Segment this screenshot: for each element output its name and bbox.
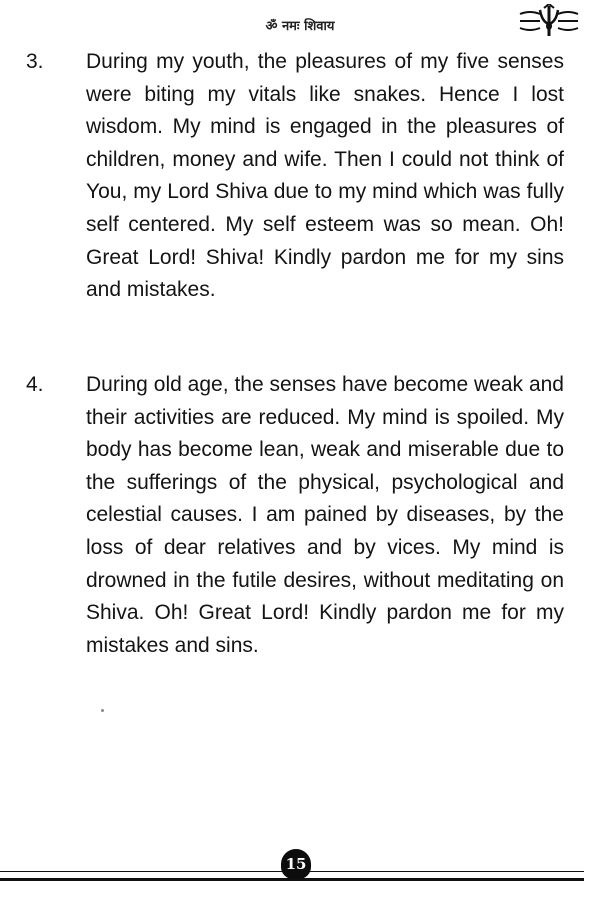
verse-number: 3. <box>26 50 44 73</box>
verse-text: During old age, the senses have become weak and their activities are reduced. My mind is spoiled. My body has become lean, weak and miserable due to the sufferings of the physical, psychological and celestial causes. I am pained by diseases, by the loss of dear relatives and by vices. My mind is drowned in the futile desires, without meditating on Shiva. Oh! Great Lord! Kindly pardon me for my mistakes and sins. <box>86 373 564 657</box>
header-title: ॐ नमः शिवाय <box>265 19 335 34</box>
page-header <box>0 0 600 44</box>
stray-dot <box>101 709 104 712</box>
verse-number: 4. <box>26 373 44 396</box>
trident-emblem-icon <box>518 4 580 38</box>
page-number-badge: 15 <box>281 849 311 879</box>
verse-text: During my youth, the pleasures of my five senses were biting my vitals like snakes. Hence I lost wisdom. My mind is engaged in the pleasures of children, money and wife. Then I could not think of You, my Lord Shiva due to my mind which was fully self centered. My self esteem was so mean. Oh! Great Lord! Shiva! Kindly pardon me for my sins and mistakes. <box>86 50 564 302</box>
